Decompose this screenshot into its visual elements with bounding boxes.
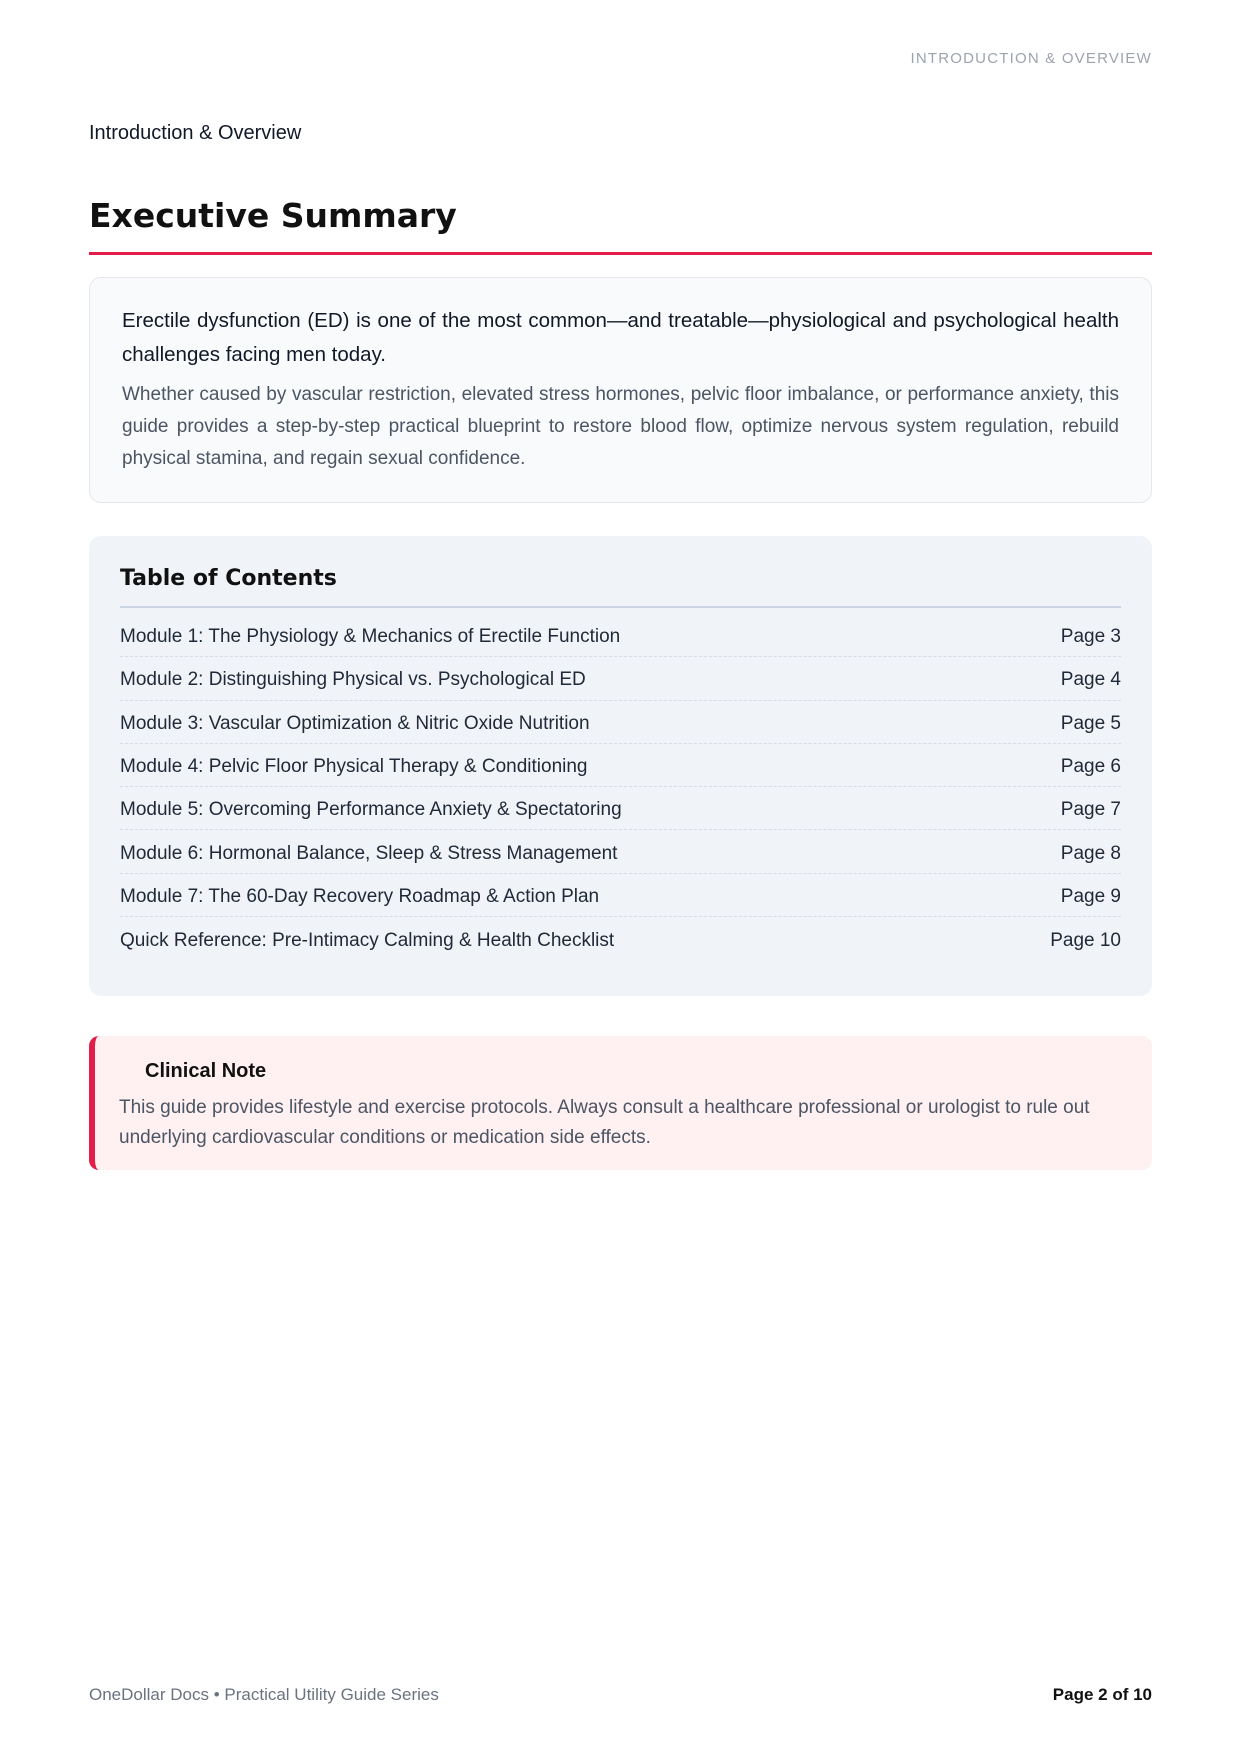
toc-item[interactable] bbox=[120, 917, 1121, 960]
toc-item-label: Module 2: Distinguishing Physical vs. Psychological ED bbox=[120, 669, 586, 691]
toc-item-page: Page 3 bbox=[1060, 626, 1121, 648]
toc-item[interactable] bbox=[120, 614, 1121, 657]
toc-item[interactable] bbox=[120, 787, 1121, 830]
toc-item[interactable] bbox=[120, 830, 1121, 873]
footer-series: OneDollar Docs • Practical Utility Guide Series bbox=[89, 1685, 439, 1704]
toc-item-label: Module 7: The 60-Day Recovery Roadmap & Action Plan bbox=[120, 885, 600, 907]
page-title: Executive Summary bbox=[89, 196, 457, 235]
toc-item-page: Page 7 bbox=[1060, 799, 1121, 821]
toc-item[interactable] bbox=[120, 701, 1121, 744]
toc-item[interactable] bbox=[120, 874, 1121, 917]
section-label: Introduction & Overview bbox=[89, 122, 302, 144]
summary-lead: Erectile dysfunction (ED) is one of the most common—and treatable—physiological and psychological health challenges facing men today. bbox=[122, 309, 1119, 366]
toc-divider bbox=[120, 606, 1121, 608]
summary-body: Whether caused by vascular restriction, elevated stress hormones, pelvic floor imbalance, or performance anxiety, this guide provides a step-by-step practical blueprint to restore blood flow, optimize nervous system regulation, rebuild physical stamina, and regain sexual confidence. bbox=[122, 384, 1119, 469]
toc-title: Table of Contents bbox=[120, 566, 337, 591]
toc-item-page: Page 10 bbox=[1050, 929, 1121, 951]
toc-item-page: Page 9 bbox=[1060, 885, 1121, 907]
toc-item[interactable] bbox=[120, 657, 1121, 700]
toc-item[interactable] bbox=[120, 744, 1121, 787]
toc-item-page: Page 8 bbox=[1060, 842, 1121, 864]
toc-list bbox=[120, 614, 1121, 960]
toc-item-label: Quick Reference: Pre-Intimacy Calming & Health Checklist bbox=[120, 929, 615, 951]
table-of-contents bbox=[89, 536, 1152, 996]
toc-item-label: Module 3: Vascular Optimization & Nitric Oxide Nutrition bbox=[120, 712, 590, 734]
note-title: Clinical Note bbox=[145, 1060, 267, 1082]
toc-item-page: Page 4 bbox=[1060, 669, 1121, 691]
toc-item-page: Page 6 bbox=[1060, 756, 1121, 778]
toc-item-label: Module 5: Overcoming Performance Anxiety & Spectatoring bbox=[120, 799, 622, 821]
title-underline bbox=[89, 252, 1152, 255]
toc-item-label: Module 6: Hormonal Balance, Sleep & Stress Management bbox=[120, 842, 618, 864]
toc-item-page: Page 5 bbox=[1060, 712, 1121, 734]
footer-page-number: Page 2 of 10 bbox=[1052, 1685, 1152, 1704]
toc-item-label: Module 1: The Physiology & Mechanics of Erectile Function bbox=[120, 626, 621, 648]
toc-item-label: Module 4: Pelvic Floor Physical Therapy & Conditioning bbox=[120, 756, 588, 778]
clinical-note-callout bbox=[89, 1036, 1152, 1170]
note-body: This guide provides lifestyle and exercise protocols. Always consult a healthcare professional or urologist to rule out underlying cardiovascular conditions or medication side effects. bbox=[119, 1097, 1090, 1148]
summary-box bbox=[89, 277, 1152, 503]
running-header: INTRODUCTION & OVERVIEW bbox=[910, 50, 1152, 67]
